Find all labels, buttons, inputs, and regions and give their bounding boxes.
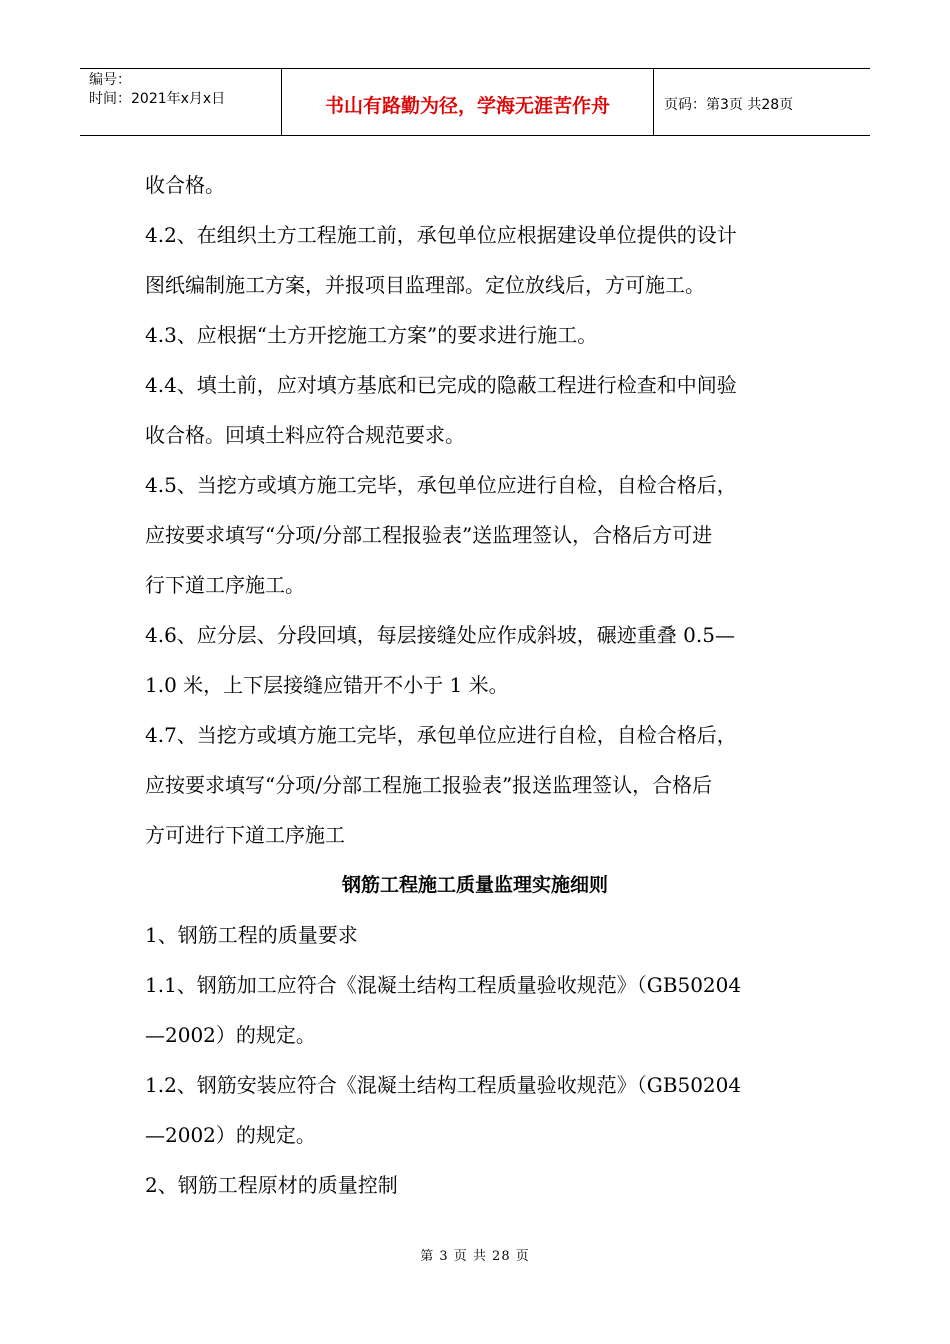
body-line: 收合格。 — [145, 173, 225, 197]
body-line: 4.4、填土前，应对填方基底和已完成的隐蔽工程进行检查和中间验 — [145, 373, 737, 397]
body-line: 4.3、应根据“土方开挖施工方案”的要求进行施工。 — [145, 323, 598, 347]
body-line: 4.5、当挖方或填方施工完毕，承包单位应进行自检，自检合格后， — [145, 473, 737, 497]
section-title: 钢筋工程施工质量监理实施细则 — [341, 874, 608, 896]
body-line: —2002）的规定。 — [145, 1023, 316, 1047]
body-line: 应按要求填写“分项/分部工程报验表”送监理签认，合格后方可进 — [145, 523, 713, 547]
body-line: 4.2、在组织土方工程施工前，承包单位应根据建设单位提供的设计 — [145, 223, 737, 247]
header-meta — [80, 69, 282, 135]
document-date: 时间：2021年x月x日 — [89, 91, 226, 107]
body-line: 图纸编制施工方案，并报项目监理部。定位放线后，方可施工。 — [145, 273, 705, 297]
body-line: 4.7、当挖方或填方施工完毕，承包单位应进行自检，自检合格后， — [145, 723, 737, 747]
document-number-label: 编号： — [89, 72, 131, 88]
header-page-info: 页码：第3页 共28页 — [664, 97, 794, 113]
body-line: 1、钢筋工程的质量要求 — [145, 923, 358, 947]
body-line: —2002）的规定。 — [145, 1123, 316, 1147]
document-body — [145, 160, 825, 1210]
body-line: 2、钢筋工程原材的质量控制 — [145, 1173, 398, 1197]
header-motto: 书山有路勤为径，学海无涯苦作舟 — [282, 69, 654, 135]
body-line: 行下道工序施工。 — [145, 573, 305, 597]
body-line: 应按要求填写“分项/分部工程施工报验表”报送监理签认，合格后 — [145, 773, 713, 797]
body-line: 收合格。回填土料应符合规范要求。 — [145, 423, 465, 447]
body-line: 1.2、钢筋安装应符合《混凝土结构工程质量验收规范》（GB50204 — [145, 1073, 742, 1097]
body-line: 方可进行下道工序施工 — [145, 823, 345, 847]
body-line: 1.1、钢筋加工应符合《混凝土结构工程质量验收规范》（GB50204 — [145, 973, 742, 997]
page-footer: 第 3 页 共 28 页 — [420, 1249, 530, 1264]
body-line: 4.6、应分层、分段回填，每层接缝处应作成斜坡，碾迹重叠 0.5— — [145, 623, 735, 647]
page-header — [80, 68, 870, 136]
body-line: 1.0 米，上下层接缝应错开不小于 1 米。 — [145, 673, 509, 697]
